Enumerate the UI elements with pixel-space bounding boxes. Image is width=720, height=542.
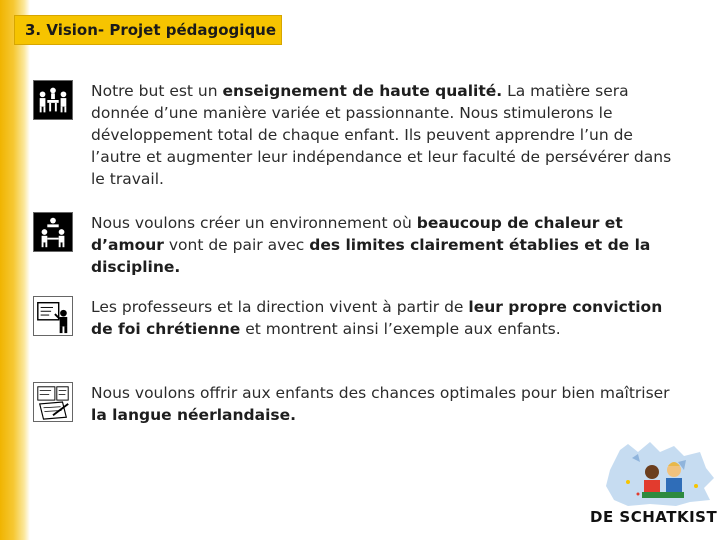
emphasis-text: leur propre conviction de foi chrétienne	[91, 298, 663, 338]
section-title: 3. Vision- Projet pédagogique	[25, 21, 277, 39]
children-together-icon	[33, 212, 73, 252]
vision-text-2	[91, 212, 683, 278]
body-text: Les professeurs et la direction vivent à partir de	[91, 298, 469, 316]
vision-text-4	[91, 382, 683, 426]
emphasis-text: beaucoup de chaleur et d’amour	[91, 214, 623, 254]
body-text: La matière sera donnée d’une manière variée et passionnante. Nous stimulerons le développement total de chaque enfant. Ils peuvent apprendre l’un de l’autre et augmenter leur indépendance et leur faculté de persévérer dans le travail.	[91, 82, 672, 188]
logo-name: DE SCHATKIST	[590, 508, 718, 526]
vision-text-3	[91, 296, 683, 340]
body-text: Nous voulons créer un environnement où	[91, 214, 417, 232]
body-text: Notre but est un	[91, 82, 223, 100]
teacher-students-icon	[33, 80, 73, 120]
section-title-box	[14, 15, 282, 45]
body-text: et montrent ainsi l’exemple aux enfants.	[240, 320, 561, 338]
teacher-board-icon	[33, 296, 73, 336]
school-logo	[580, 442, 716, 538]
emphasis-text: enseignement de haute qualité.	[222, 82, 503, 100]
writing-paper-icon	[33, 382, 73, 422]
emphasis-text: la langue néerlandaise.	[91, 406, 297, 424]
emphasis-text: des limites clairement établies et de la discipline.	[91, 236, 651, 276]
body-text: vont de pair avec	[163, 236, 310, 254]
side-accent-band	[0, 0, 30, 540]
vision-text-1	[91, 80, 683, 190]
body-text: Nous voulons offrir aux enfants des chances optimales pour bien maîtriser	[91, 384, 670, 402]
